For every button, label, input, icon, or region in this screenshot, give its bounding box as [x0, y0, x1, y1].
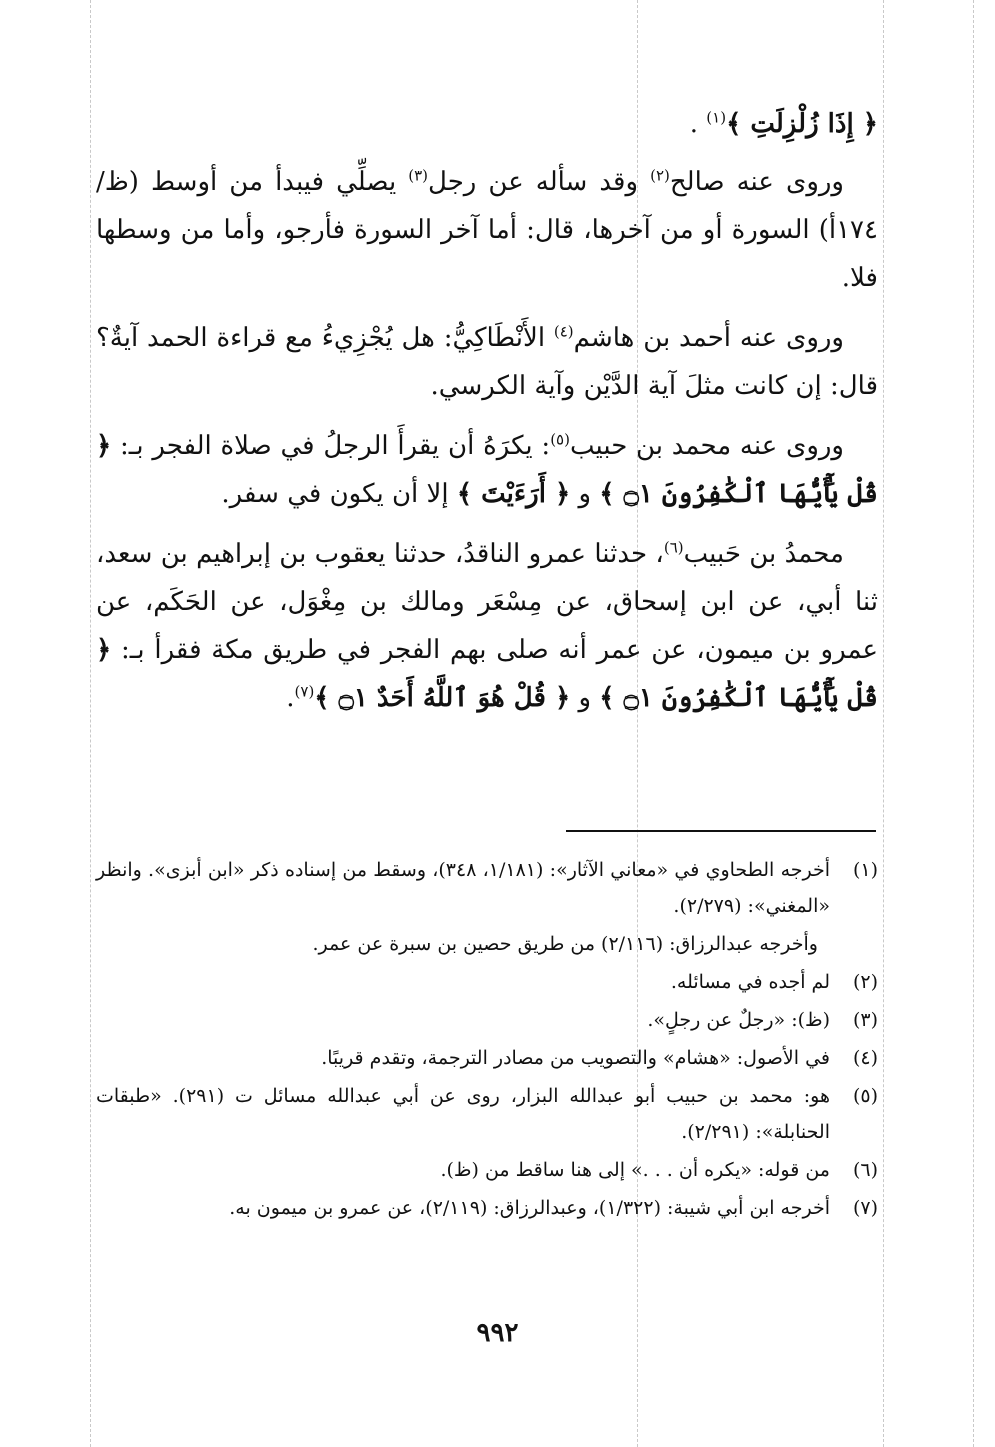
footnote-number: (٤) — [852, 1047, 878, 1069]
footnotes — [96, 852, 878, 1228]
paragraph-salih — [96, 158, 878, 302]
text-run: : يكرَهُ أن يقرأَ الرجلُ في صلاة الفجر بـ: — [111, 431, 551, 461]
footnote-continuation: وأخرجه عبدالرزاق: (٢/١١٦) من طريق حصين بن سبرة عن عمر. — [312, 933, 818, 955]
footnote-number: (٦) — [852, 1159, 878, 1181]
text-run: . — [689, 109, 699, 139]
scan-guide-line — [90, 0, 91, 1447]
footnote — [96, 964, 878, 1000]
footnote — [96, 852, 878, 924]
footnote-ref: (١) — [706, 108, 727, 127]
main-text — [96, 100, 878, 734]
page-number: ٩٩٢ — [476, 1318, 519, 1348]
footnote — [96, 1040, 878, 1076]
quran-verse: ﴿ قُلْ هُوَ ٱللَّهُ أَحَدٌ ۝١ ﴾ — [314, 683, 571, 713]
footnote-number: (٢) — [852, 971, 878, 993]
text-run: ، حدثنا عمرو الناقدُ، حدثنا يعقوب بن إبراهيم بن سعد، ثنا أبي، عن ابن إسحاق، عن مِسْعَر ومالك بن مِغْوَل، عن الحَكَم، عن عمرو بن ميمون، عن عمر أنه صلى بهم الفجر في طريق مكة فقرأ بـ: — [96, 539, 878, 665]
text-run: إلا أن يكون في سفر. — [221, 479, 457, 509]
text-run: وقد سأله عن رجل — [428, 167, 651, 197]
footnote-ref: (٧) — [294, 682, 315, 701]
text-run: وروى عنه محمد بن حبيب — [569, 431, 844, 461]
quran-verse: ﴿ قُلْ يَٰٓأَيُّهَا ٱلْكَٰفِرُونَ ۝١ ﴾ — [96, 635, 878, 713]
paragraph-quran-citation — [96, 100, 878, 148]
footnote-number: (٣) — [852, 1009, 878, 1031]
footnote-ref: (٥) — [550, 430, 570, 449]
text-run: . — [286, 683, 295, 713]
text-run: وروى عنه أحمد بن هاشم — [573, 323, 844, 353]
footnote-text: لم أجده في مسائله. — [670, 971, 830, 993]
text-run: و — [570, 479, 600, 509]
paragraph-isnad — [96, 530, 878, 722]
paragraph-ahmad-ibn-hashim — [96, 314, 878, 410]
text-run: محمدُ بن حَبيب — [683, 539, 844, 569]
text-run: الأَنْطَاكِيُّ: هل يُجْزِيءُ مع قراءة الحمد آيةٌ؟ قال: إن كانت مثلَ آية الدَّيْن وآية الكرسي. — [96, 323, 878, 401]
footnote-text: في الأصول: «هشام» والتصويب من مصادر الترجمة، وتقدم قريبًا. — [321, 1047, 830, 1069]
footnote — [96, 1078, 878, 1150]
footnote-number: (٧) — [852, 1197, 878, 1219]
footnote-number: (١) — [852, 859, 878, 881]
scan-guide-line — [973, 0, 974, 1447]
footnote-text: من قوله: «يكره أن . . .» إلى هنا ساقط من (ظ). — [440, 1159, 830, 1181]
footnote-ref: (٦) — [663, 538, 684, 557]
scan-guide-line — [883, 0, 884, 1447]
footnote-ref: (٤) — [553, 322, 574, 341]
footnote-text: هو: محمد بن حبيب أبو عبدالله البزار، روى عن أبي عبدالله مسائل ت (٢٩١). «طبقات الحنابلة»: (٢/٢٩١). — [96, 1085, 830, 1143]
footnote-text: (ظ): «رجلٌ عن رجلٍ». — [647, 1009, 830, 1031]
footnote-separator — [566, 830, 876, 832]
footnote-ref: (٣) — [408, 166, 429, 185]
paragraph-muhammad-ibn-habib — [96, 422, 878, 518]
text-run: و — [570, 683, 600, 713]
footnote — [96, 1190, 878, 1226]
text-run: يصلِّي فيبدأ من أوسط (ظ/١٧٤أ) السورة أو من آخرها، قال: أما آخر السورة فأرجو، وأما من وسطها فلا. — [96, 167, 878, 293]
text-run: وروى عنه صالح — [669, 167, 844, 197]
quran-verse: ﴿ أَرَءَيْتَ ﴾ — [456, 479, 571, 509]
quran-verse: ﴿ إِذَا زُلْزِلَتِ ﴾ — [726, 109, 878, 139]
quran-verse: ﴿ قُلْ يَٰٓأَيُّهَا ٱلْكَٰفِرُونَ ۝١ ﴾ — [96, 431, 878, 509]
footnote-number: (٥) — [852, 1085, 878, 1107]
footnote-ref: (٢) — [650, 166, 670, 185]
footnote-text: أخرجه الطحاوي في «معاني الآثار»: (١/١٨١، ٣٤٨)، وسقط من إسناده ذكر «ابن أبزى». وانظر «المغني»: (٢/٢٧٩). — [96, 859, 831, 917]
footnote — [96, 1152, 878, 1188]
footnote-text: أخرجه ابن أبي شيبة: (١/٣٢٢)، وعبدالرزاق: (٢/١١٩)، عن عمرو بن ميمون به. — [229, 1197, 830, 1219]
footnote — [96, 1002, 878, 1038]
